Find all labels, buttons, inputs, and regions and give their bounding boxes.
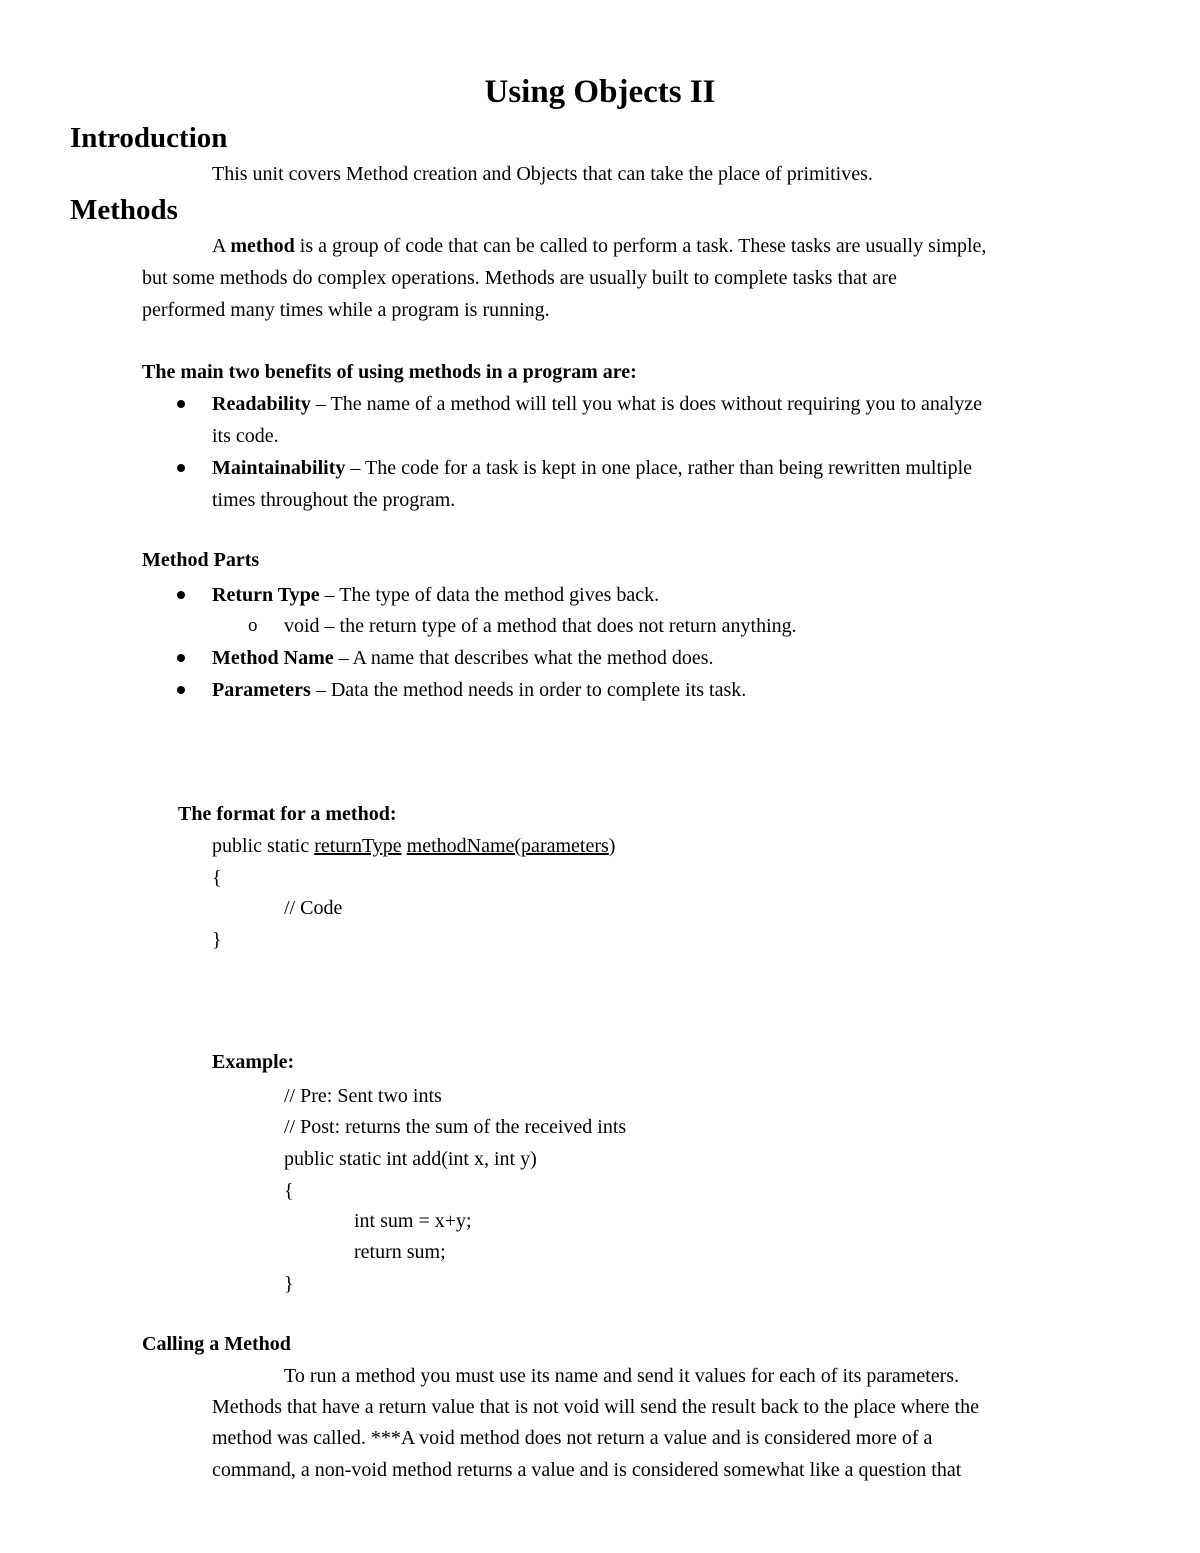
bullet-icon	[177, 686, 185, 694]
example-line: }	[284, 1273, 294, 1295]
example-line: return sum;	[354, 1241, 446, 1263]
return-type-placeholder: returnType	[314, 835, 402, 857]
bullet-icon	[177, 591, 185, 599]
calling-line: Methods that have a return value that is not void will send the result back to the place where the	[212, 1396, 979, 1418]
calling-line: command, a non-void method returns a value and is considered somewhat like a question that	[212, 1459, 962, 1481]
part-term: Method Name	[212, 647, 334, 669]
format-close-brace: }	[212, 929, 222, 951]
example-line: int sum = x+y;	[354, 1210, 472, 1232]
bullet-icon	[177, 654, 185, 662]
part-term: Parameters	[212, 679, 311, 701]
method-parts-heading: Method Parts	[142, 549, 260, 571]
methods-paragraph-line-2: but some methods do complex operations. Methods are usually built to complete tasks that are	[142, 267, 897, 289]
part-desc: – Data the method needs in order to complete its task.	[310, 679, 747, 701]
calling-heading: Calling a Method	[142, 1333, 291, 1355]
part-desc: – A name that describes what the method does.	[333, 647, 714, 669]
benefit-term: Readability	[212, 393, 311, 415]
benefit-readability-cont: its code.	[212, 425, 279, 447]
method-term: method	[230, 235, 295, 257]
example-line: {	[284, 1180, 294, 1202]
text-run: A	[212, 235, 231, 257]
introduction-text: This unit covers Method creation and Objects that can take the place of primitives.	[212, 163, 873, 185]
page-title: Using Objects II	[484, 74, 716, 110]
calling-line: To run a method you must use its name and send it values for each of its parameters.	[284, 1365, 960, 1387]
example-line: // Post: returns the sum of the received ints	[284, 1116, 627, 1138]
text-run: )	[608, 835, 616, 857]
part-method-name	[212, 648, 714, 668]
format-open-brace: {	[212, 867, 222, 889]
part-desc: – The type of data the method gives back.	[319, 584, 660, 606]
benefit-desc: – The code for a task is kept in one place, rather than being rewritten multiple	[345, 457, 972, 479]
part-return-type	[212, 585, 659, 605]
calling-line: method was called. ***A void method does not return a value and is considered more of a	[212, 1427, 933, 1449]
format-signature	[212, 836, 615, 856]
benefits-heading: The main two benefits of using methods in a program are:	[142, 361, 637, 383]
format-comment: // Code	[284, 897, 343, 919]
part-void: void – the return type of a method that does not return anything.	[284, 615, 797, 637]
example-line: public static int add(int x, int y)	[284, 1148, 537, 1170]
methods-heading: Methods	[70, 194, 178, 226]
introduction-heading: Introduction	[70, 122, 228, 154]
example-heading: Example:	[212, 1051, 295, 1073]
sub-bullet-icon: o	[248, 615, 258, 636]
part-term: Return Type	[212, 584, 320, 606]
benefit-readability	[212, 394, 982, 414]
bullet-icon	[177, 400, 185, 408]
benefit-desc: – The name of a method will tell you what is does without requiring you to analyze	[310, 393, 983, 415]
part-parameters	[212, 680, 746, 700]
text-run: public static	[212, 835, 315, 857]
method-name-placeholder: methodName(parameters	[406, 835, 609, 857]
methods-paragraph-line-3: performed many times while a program is running.	[142, 299, 550, 321]
benefit-maintainability	[212, 458, 972, 478]
benefit-maintainability-cont: times throughout the program.	[212, 489, 456, 511]
bullet-icon	[177, 464, 185, 472]
text-run: is a group of code that can be called to perform a task. These tasks are usually simple,	[294, 235, 987, 257]
methods-paragraph-line-1	[212, 236, 986, 256]
example-line: // Pre: Sent two ints	[284, 1085, 442, 1107]
format-heading: The format for a method:	[178, 803, 397, 825]
benefit-term: Maintainability	[212, 457, 346, 479]
